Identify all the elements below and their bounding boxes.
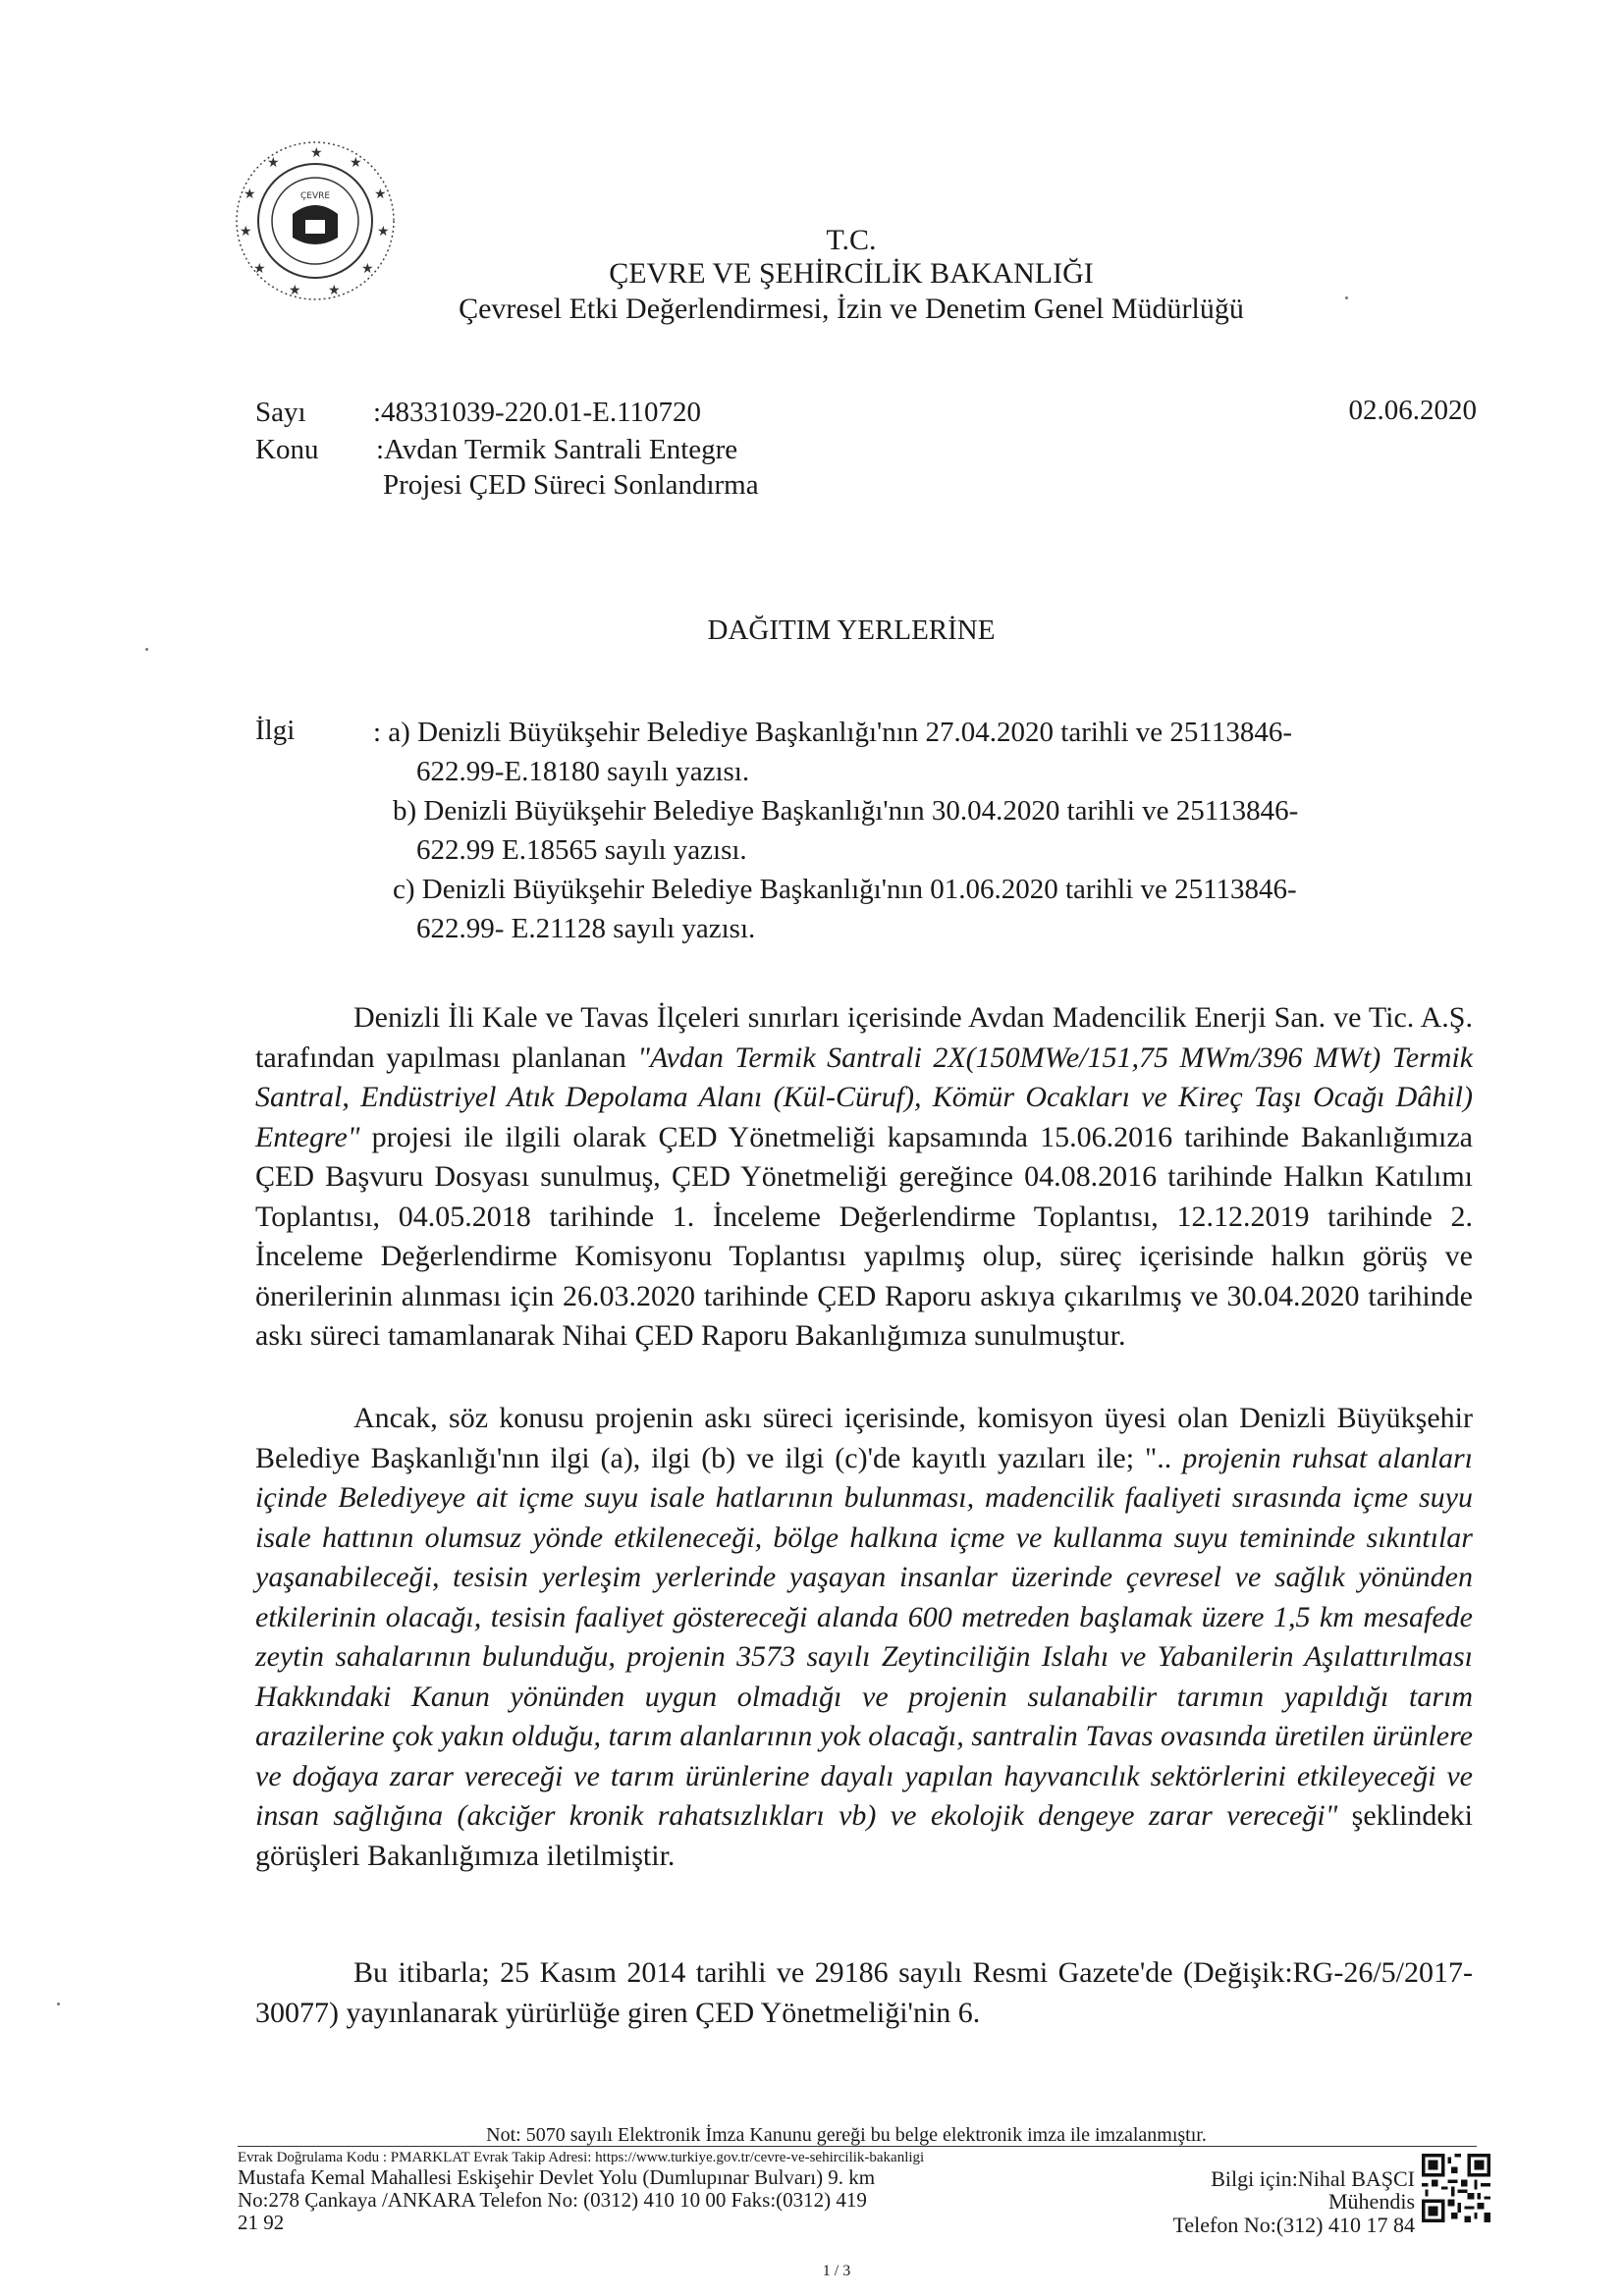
body-paragraph-1 <box>255 998 1473 1357</box>
contact-title: Mühendis <box>1328 2189 1415 2214</box>
country-heading: T.C. <box>826 224 877 256</box>
svg-text:★: ★ <box>289 283 301 298</box>
distribution-text: DAĞITIM YERLERİNE <box>707 614 996 646</box>
ilgi-label: İlgi <box>255 715 296 746</box>
address-line: No:278 Çankaya /ANKARA Telefon No: (0312) 410 10 00 Faks:(0312) 419 <box>238 2188 867 2212</box>
quoted-opinion-italic: projenin ruhsat alanları içinde Belediyeye ait içme suyu isale hatlarının bulunması, madencilik faaliyeti sırasında içme suyu isale hattının olumsuz yönde etkileneceği, bölge halkına içme ve kullanma suyu temininde sıkıntılar yaşanabileceği, tesisin yerleşim yerlerinde yaşayan insanlar üzerinde çevresel ve sağlık yönünden etkilerinin olacağı, tesisin faaliyet göstereceği alanda 600 metreden başlamak üzere 1,5 km mesafede zeytin sahalarının bulunduğu, projenin 3573 sayılı Zeytinciliğin Islahı ve Yabanilerin Aşılattırılması Hakkındaki Kanun yönünden uygun olmadığı ve projenin sulanabilir tarımın yapıldığı tarım arazilerine çok yakın olduğu, tarım alanlarının yok olacağı, santralin Tavas ovasında üretilen ürünlere ve doğaya zarar vereceği ve tarım ürünlerine dayalı yapılan hayvancılık sektörlerini etkileyeceği ve insan sağlığına (akciğer kronik rahatsızlıkları vb) ve ekolojik dengeye zarar vereceği" <box>255 1441 1473 1832</box>
svg-text:★: ★ <box>310 145 323 161</box>
distribution-heading <box>0 614 1624 647</box>
qr-code-icon <box>1422 2153 1490 2223</box>
svg-text:★: ★ <box>253 261 266 277</box>
sayi-label: Sayı <box>255 397 306 428</box>
ministry-heading: ÇEVRE VE ŞEHİRCİLİK BAKANLIĞI <box>609 257 1094 290</box>
svg-text:ÇEVRE: ÇEVRE <box>300 191 331 201</box>
scan-speck <box>145 648 148 651</box>
konu-value-line2: Projesi ÇED Süreci Sonlandırma <box>383 469 759 501</box>
paragraph-text: şeklindeki görüşleri Bakanlığımıza iletilmiştir. <box>255 1799 1473 1872</box>
paragraph-text: Denizli İli Kale ve Tavas İlçeleri sınırları içerisinde Avdan Madencilik Enerji San. ve Tic. A.Ş. tarafından yapılması planlanan <box>255 1001 1473 1074</box>
ilgi-line: 622.99-E.18180 sayılı yazısı. <box>416 756 750 787</box>
svg-text:★: ★ <box>267 155 280 171</box>
konu-label: Konu <box>255 434 319 465</box>
svg-text:★: ★ <box>244 187 256 202</box>
document-date: 02.06.2020 <box>1348 395 1477 426</box>
address-line: 21 92 <box>238 2211 285 2234</box>
paragraph-text: Ancak, söz konusu projenin askı süreci içerisinde, komisyon üyesi olan Denizli Büyükşehir Belediye Başkanlığı'nın ilgi (a), ilgi (b) ve ilgi (c)'de kayıtlı yazıları ile; ".. <box>255 1402 1473 1474</box>
scan-speck <box>57 2002 60 2005</box>
verification-info: Evrak Doğrulama Kodu : PMARKLAT Evrak Takip Adresi: https://www.turkiye.gov.tr/cevre-ve-sehircilik-bakanligi <box>238 2150 925 2165</box>
konu-value-line1: :Avdan Termik Santrali Entegre <box>376 434 738 465</box>
svg-text:★: ★ <box>350 155 362 171</box>
body-paragraph-3: Bu itibarla; 25 Kasım 2014 tarihli ve 29186 sayılı Resmi Gazete'de (Değişik:RG-26/5/2017-30077) yayınlanarak yürürlüğe giren ÇED Yönetmeliği'nin 6. <box>255 1956 1473 2029</box>
address-line: Mustafa Kemal Mahallesi Eskişehir Devlet Yolu (Dumlupınar Bulvarı) 9. km <box>238 2165 876 2189</box>
ilgi-line: 622.99- E.21128 sayılı yazısı. <box>416 913 756 944</box>
body-paragraph-2 <box>255 1399 1473 1876</box>
footer-divider <box>238 2146 1477 2147</box>
svg-text:★: ★ <box>328 283 341 298</box>
ilgi-line: c) Denizli Büyükşehir Belediye Başkanlığı'nın 01.06.2020 tarihli ve 25113846- <box>393 874 1297 905</box>
svg-text:★: ★ <box>377 224 390 240</box>
svg-text:★: ★ <box>374 187 387 202</box>
page-number: 1 / 3 <box>822 2263 851 2279</box>
ilgi-line: b) Denizli Büyükşehir Belediye Başkanlığı'nın 30.04.2020 tarihli ve 25113846- <box>393 795 1299 827</box>
contact-phone: Telefon No:(312) 410 17 84 <box>1172 2213 1415 2237</box>
paragraph-text: projesi ile ilgili olarak ÇED Yönetmeliği kapsamında 15.06.2016 tarihinde Bakanlığımıza ÇED Başvuru Dosyası sunulmuş, ÇED Yönetmeliği gereğince 04.08.2016 tarihinde Halkın Katılımı Toplantısı, 04.05.2018 tarihinde 1. İnceleme Değerlendirme Toplantısı, 12.12.2019 tarihinde 2. İnceleme Değerlendirme Komisyonu Toplantısı yapılmış olup, süreç içerisinde halkın görüş ve önerilerinin alınması için 26.03.2020 tarihinde ÇED Raporu askıya çıkarılmış ve 30.04.2020 tarihinde askı süreci tamamlanarak Nihai ÇED Raporu Bakanlığımıza sunulmuştur. <box>255 1120 1473 1352</box>
project-name-italic: "Avdan Termik Santrali 2X(150MWe/151,75 MWm/396 MWt) Termik Santral, Endüstriyel Atık Depolama Alanı (Kül-Cüruf), Kömür Ocakları ve Kireç Taşı Ocağı Dâhil) Entegre" <box>255 1041 1474 1153</box>
scan-speck <box>1345 296 1348 299</box>
directorate-heading: Çevresel Etki Değerlendirmesi, İzin ve Denetim Genel Müdürlüğü <box>459 293 1244 325</box>
ilgi-line: : a) Denizli Büyükşehir Belediye Başkanlığı'nın 27.04.2020 tarihli ve 25113846- <box>373 717 1293 748</box>
contact-name: Bilgi için:Nihal BAŞCI <box>1211 2166 1415 2191</box>
svg-text:★: ★ <box>361 261 374 277</box>
sayi-value: :48331039-220.01-E.110720 <box>373 397 702 428</box>
ilgi-line: 622.99 E.18565 sayılı yazısı. <box>416 834 747 866</box>
e-signature-note: Not: 5070 sayılı Elektronik İmza Kanunu gereği bu belge elektronik imza ile imzalanmıştır. <box>486 2124 1207 2146</box>
svg-text:★: ★ <box>240 224 252 240</box>
